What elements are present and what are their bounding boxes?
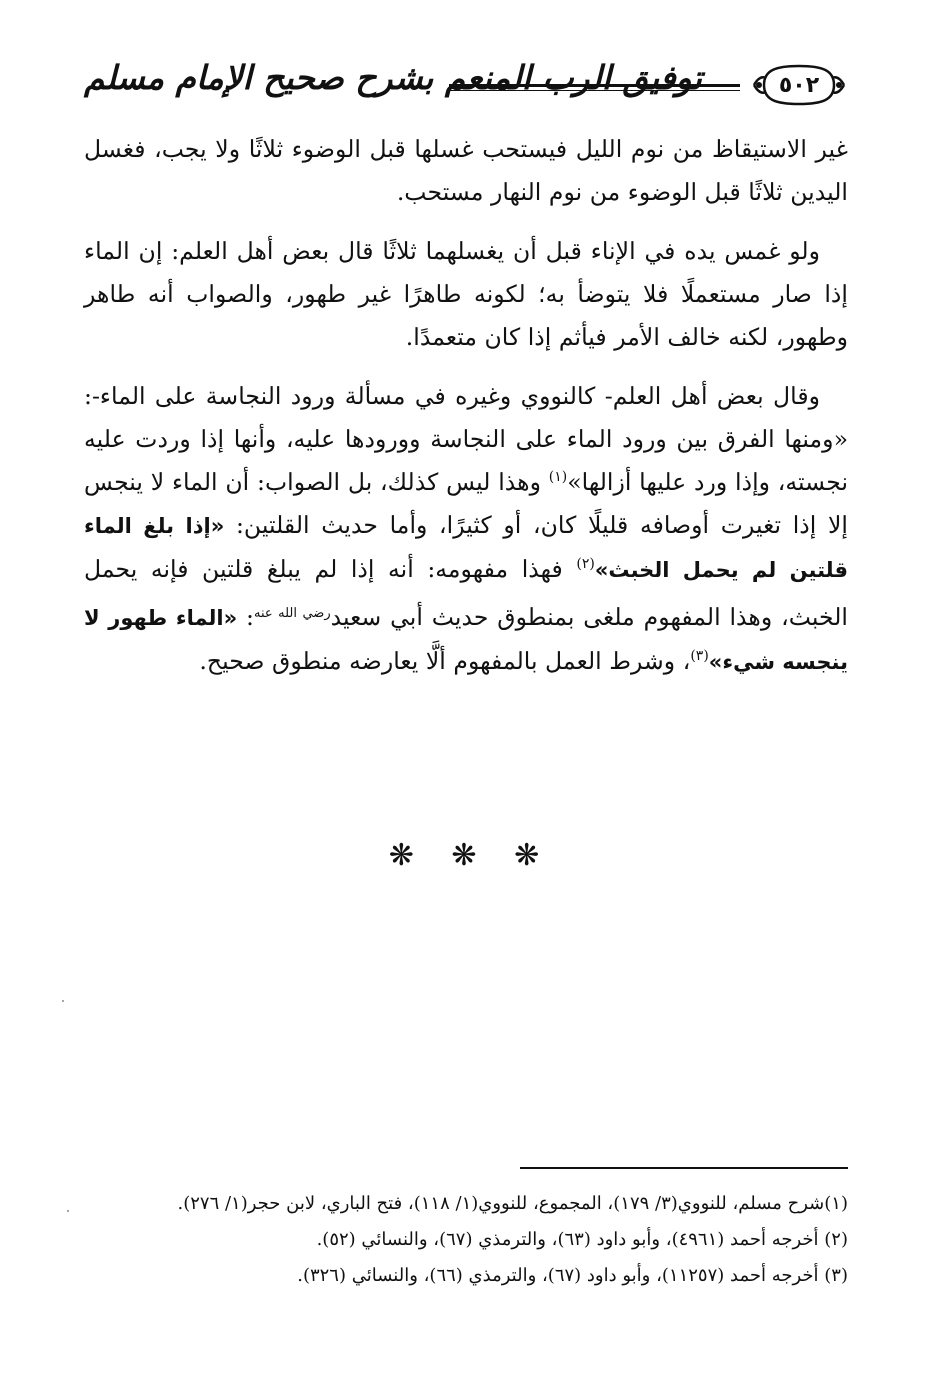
paragraph-3-part-b: وهذا ليس كذلك، بل الصواب: أن الماء لا ينجس إلا إذا تغيرت أوصافه قليلًا كان، أو كثيرًا، وأما حديث القلتين: (84, 468, 848, 539)
paragraph-1: غير الاستيقاظ من نوم الليل فيستحب غسلها قبل الوضوء ثلاثًا ولا يجب، فغسل اليدين ثلاثًا قبل الوضوء من نوم النهار مستحب. (84, 135, 848, 206)
book-title: توفيق الرب المنعم بشرح صحيح الإمام مسلم (84, 58, 702, 97)
paragraph-2: ولو غمس يده في الإناء قبل أن يغسلهما ثلاثًا قال بعض أهل العلم: إن الماء إذا صار مستعملًا فلا يتوضأ به؛ لكونه طاهرًا غير طهور، والصواب أنه طاهر وطهور، لكنه خالف الأمر فيأثم إذا كان متعمدًا. (84, 237, 848, 351)
honorific-glyph: رضي الله عنه (254, 606, 331, 621)
paragraph-3-part-e: ، وشرط العمل بالمفهوم ألَّا يعارضه منطوق صحيح. (199, 647, 691, 675)
paragraph-3-part-d: : (237, 603, 254, 631)
footnote-2: (٢) أخرجه أحمد (٤٩٦١)، وأبو داود (٦٣)، والترمذي (٦٧)، والنسائي (٥٢). (316, 1229, 848, 1250)
page-number-text: ٥٠٢ (778, 72, 820, 98)
paragraph-3-part-c: فهذا مفهومه: أنه إذا لم يبلغ قلتين فإنه يحمل الخبث، وهذا المفهوم ملغى بمنطوق حديث أبي سعيد (84, 555, 848, 631)
section-separator-icon: ❋ ❋ ❋ (388, 838, 554, 873)
hadith-water-pure: «الماء طهور لا ينجسه شيء» (84, 606, 848, 674)
footnote-mark-2[interactable]: (٢) (576, 556, 595, 572)
hadith-qullatayn: «إذا بلغ الماء قلتين لم يحمل الخبث» (84, 514, 848, 582)
scan-speck (67, 1210, 69, 1212)
footnote-mark-1[interactable]: (١) (548, 469, 568, 485)
paragraph-3 (84, 375, 848, 684)
page-header (84, 58, 848, 118)
footnote-mark-3[interactable]: (٣) (690, 648, 709, 664)
footnote-3: (٣) أخرجه أحمد (١١٢٥٧)، وأبو داود (٦٧)، والترمذي (٦٦)، والنسائي (٣٢٦). (297, 1265, 848, 1286)
paragraph-3-part-a: وقال بعض أهل العلم- كالنووي وغيره في مسألة ورود النجاسة على الماء-: «ومنها الفرق بين ورود الماء على النجاسة وورودها عليه، وأنها إذا وردت عليه نجسته، وإذا ورد عليها أزالها» (84, 382, 849, 496)
footnote-divider (520, 1167, 848, 1169)
footnote-1: (١)شرح مسلم، للنووي(٣/ ١٧٩)، المجموع، للنووي(١/ ١١٨)، فتح الباري، لابن حجر(١/ ٢٧٦). (177, 1193, 848, 1214)
page-number-ornament (750, 60, 848, 110)
main-text (84, 128, 848, 700)
footnotes (84, 1186, 848, 1294)
scan-speck (62, 1000, 64, 1002)
